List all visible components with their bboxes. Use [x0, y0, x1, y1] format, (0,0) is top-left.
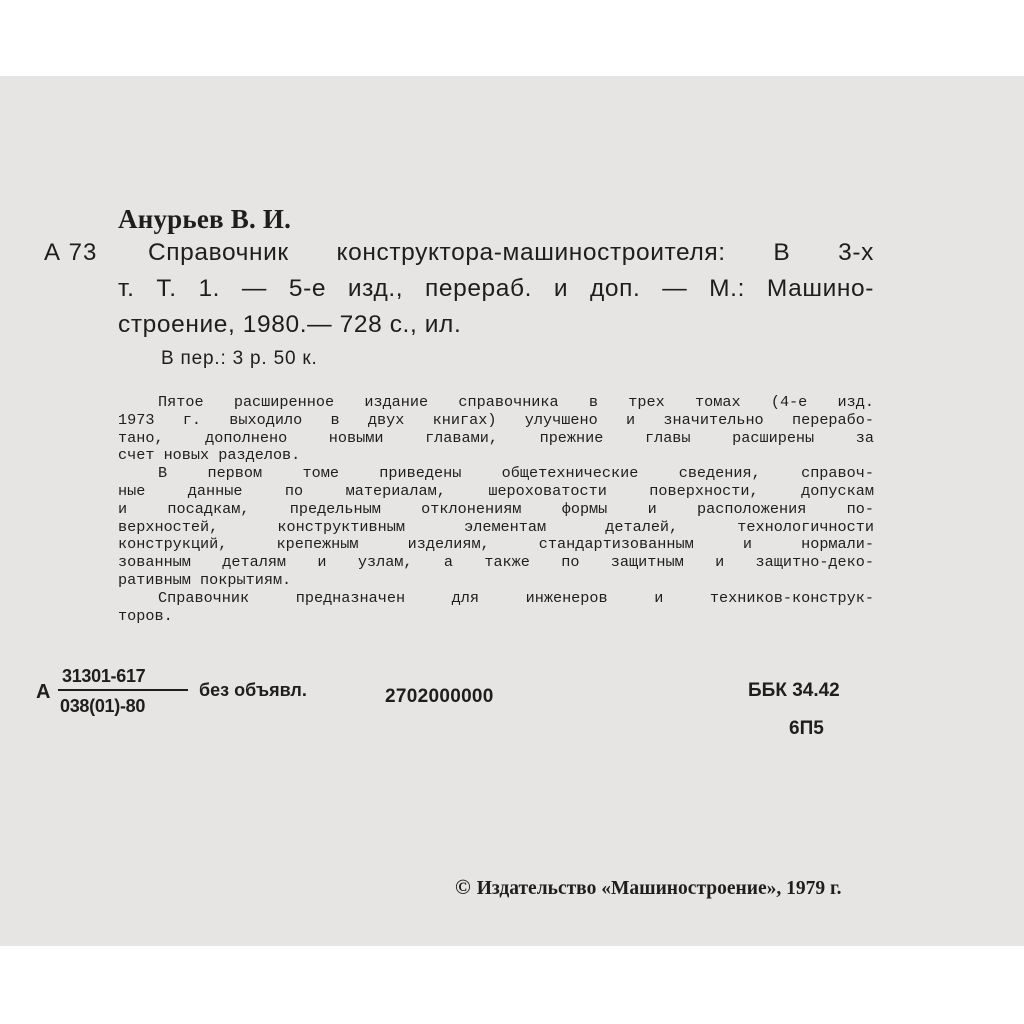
- copyright-icon: ©: [455, 875, 471, 899]
- code-letter: А: [36, 681, 51, 703]
- abstract-line: конструкций, крепежным изделиям, стандартизованным и нормали-: [118, 535, 874, 554]
- abstract-block: [118, 394, 874, 625]
- abstract-line: Пятое расширенное издание справочника в трех томах (4-е изд.: [158, 393, 874, 411]
- price-line: В пер.: 3 р. 50 к.: [161, 348, 318, 369]
- author-name: Анурьев В. И.: [118, 204, 292, 234]
- abstract-line: ные данные по материалам, шероховатости поверхности, допускам: [118, 481, 874, 500]
- abstract-line: В первом томе приведены общетехнические сведения, справоч-: [158, 464, 874, 483]
- catalog-index: А 73: [44, 239, 98, 266]
- fraction-numerator: 31301-617: [62, 666, 146, 686]
- abstract-line: Справочник предназначен для инженеров и техников-конструк-: [158, 588, 874, 607]
- abstract-line: торов.: [118, 606, 173, 625]
- abstract-line: ративным покрытиям.: [118, 570, 292, 589]
- title-line-2: т. Т. 1. — 5-е изд., перераб. и доп. — М.: Машино-: [118, 275, 874, 302]
- abstract-line: 1973 г. выходило в двух книгах) улучшено и значительно перерабо-: [118, 410, 874, 429]
- fraction-denominator: 038(01)-80: [60, 696, 146, 716]
- title-line-3: строение, 1980.— 728 с., ил.: [118, 311, 462, 338]
- abstract-line: счет новых разделов.: [118, 446, 301, 465]
- copyright-text: Издательство «Машиностроение», 1979 г.: [476, 878, 842, 899]
- abstract-line: верхностей, конструктивным элементам деталей, технологичности: [118, 517, 874, 536]
- no-announcement-note: без объявл.: [199, 680, 307, 700]
- bbk-code: ББК 34.42: [748, 680, 840, 701]
- abstract-line: и посадкам, предельным отклонениям формы и расположения по-: [118, 499, 874, 518]
- title-line-1: Справочник конструктора-машиностроителя: В 3-х: [148, 239, 874, 266]
- abstract-line: тано, дополнено новыми главами, прежние главы расширены за: [118, 428, 874, 447]
- copyright-line: [455, 875, 842, 900]
- abstract-line: зованным деталям и узлам, а также по защитным и защитно-деко-: [118, 553, 874, 572]
- author-sign: 6П5: [789, 718, 824, 739]
- fraction-bar: [58, 689, 188, 691]
- catalog-number: 2702000000: [385, 686, 494, 707]
- book-page: [0, 76, 1024, 946]
